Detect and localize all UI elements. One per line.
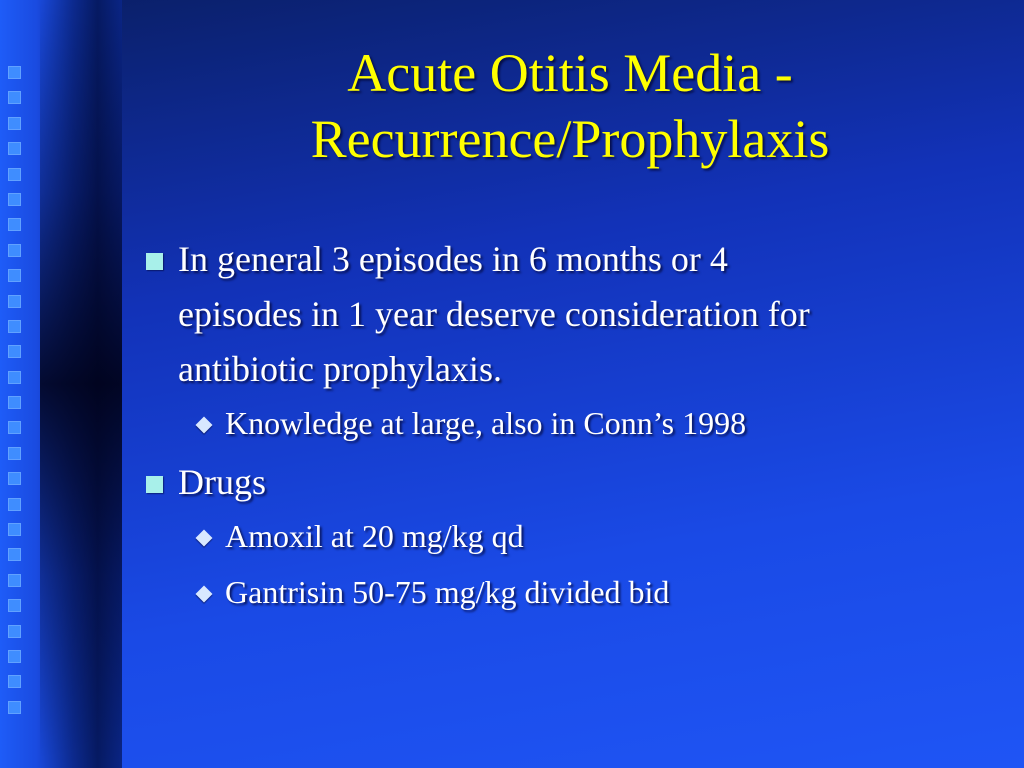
square-icon — [8, 523, 21, 536]
sub-bullet-item — [140, 514, 1000, 558]
square-icon — [8, 625, 21, 638]
diamond-bullet-icon — [196, 417, 213, 434]
slide-title — [150, 40, 990, 172]
square-icon — [8, 548, 21, 561]
diamond-bullet-icon — [196, 530, 213, 547]
shadow-band — [40, 0, 122, 768]
square-icon — [8, 421, 21, 434]
square-icon — [8, 66, 21, 79]
sub-bullet-text: Amoxil at 20 mg/kg qd — [225, 518, 524, 554]
sub-bullet-item — [140, 401, 1000, 445]
square-icon — [8, 650, 21, 663]
square-icon — [8, 320, 21, 333]
diamond-bullet-icon — [196, 586, 213, 603]
square-icon — [8, 142, 21, 155]
sub-bullet-text: Gantrisin 50-75 mg/kg divided bid — [225, 574, 670, 610]
square-pattern — [8, 66, 28, 726]
square-icon — [8, 218, 21, 231]
left-decorative-strip — [0, 0, 122, 768]
square-icon — [8, 371, 21, 384]
square-icon — [8, 345, 21, 358]
square-icon — [8, 193, 21, 206]
square-icon — [8, 91, 21, 104]
square-icon — [8, 701, 21, 714]
title-line-1: Acute Otitis Media - — [347, 43, 793, 103]
slide-body — [140, 232, 1000, 614]
bullet-line: Drugs — [178, 462, 266, 502]
square-icon — [8, 117, 21, 130]
square-icon — [8, 498, 21, 511]
title-line-2: Recurrence/Prophylaxis — [310, 109, 830, 169]
bullet-line: episodes in 1 year deserve consideration for — [178, 294, 810, 334]
square-icon — [8, 244, 21, 257]
bullet-line: In general 3 episodes in 6 months or 4 — [178, 239, 728, 279]
square-icon — [8, 269, 21, 282]
square-icon — [8, 472, 21, 485]
square-icon — [8, 168, 21, 181]
square-bullet-icon — [146, 476, 163, 493]
square-icon — [8, 599, 21, 612]
bullet-line: antibiotic prophylaxis. — [178, 349, 502, 389]
square-icon — [8, 675, 21, 688]
sub-bullet-item — [140, 570, 1000, 614]
bullet-item-prophylaxis-criteria — [140, 232, 1000, 397]
square-icon — [8, 295, 21, 308]
square-icon — [8, 574, 21, 587]
square-bullet-icon — [146, 253, 163, 270]
square-icon — [8, 396, 21, 409]
square-icon — [8, 447, 21, 460]
sub-bullet-text: Knowledge at large, also in Conn’s 1998 — [225, 405, 747, 441]
bullet-item-drugs — [140, 455, 1000, 510]
